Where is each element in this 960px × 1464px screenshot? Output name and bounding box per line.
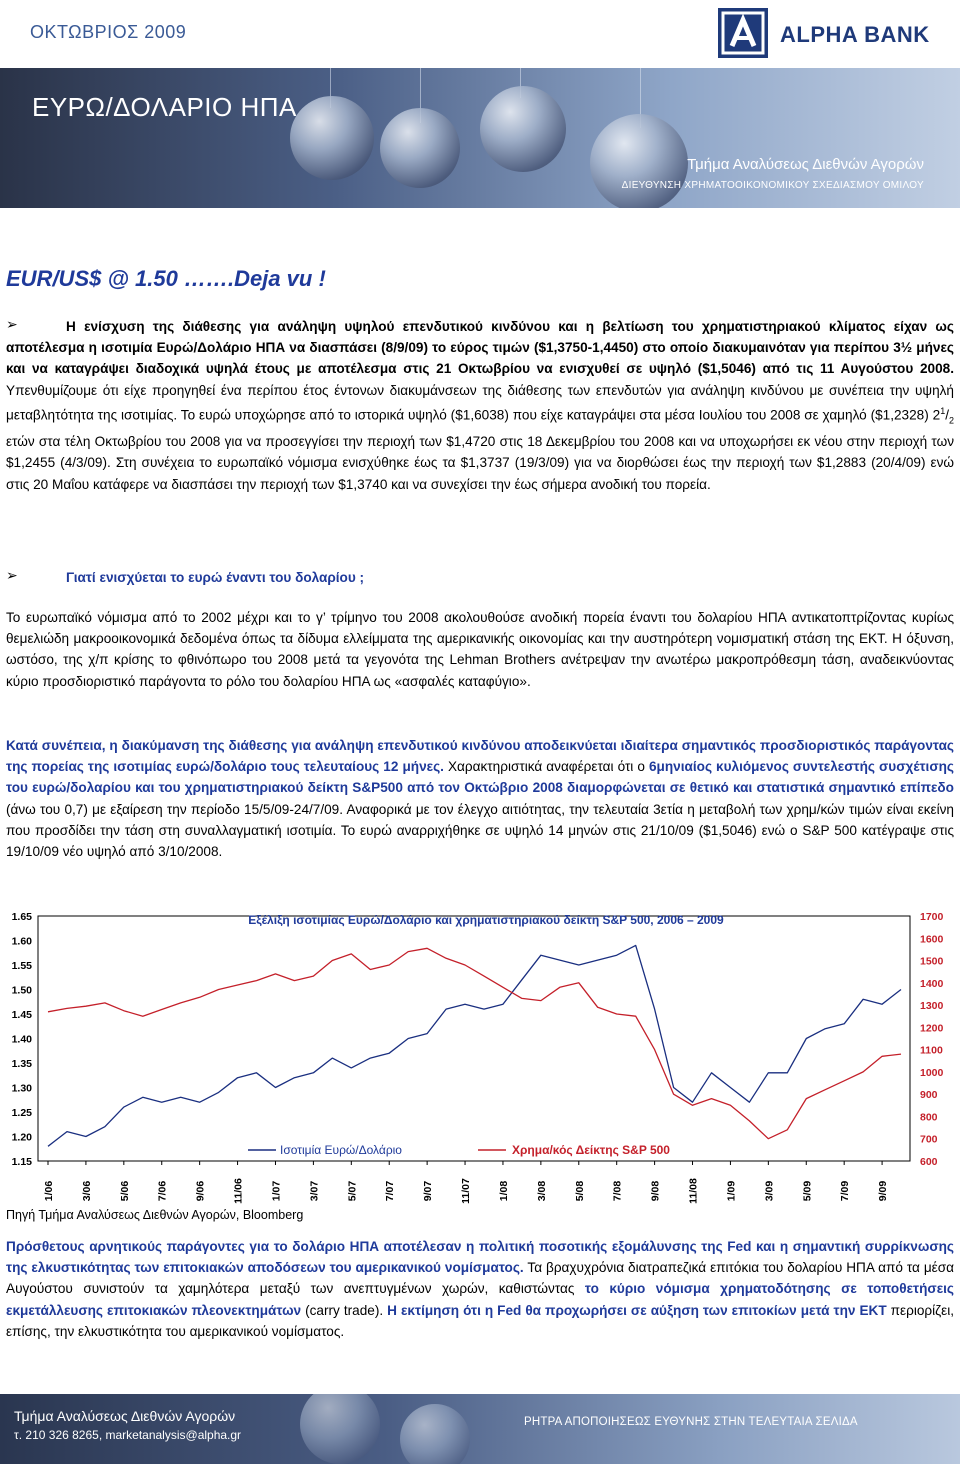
left-axis-tick-label: 1.50 [11,984,32,997]
left-axis-tick-label: 1.30 [11,1082,32,1095]
right-axis-tick-label: 700 [920,1133,938,1146]
fraction-numerator: 1 [940,405,946,416]
eurusd-sp500-chart [0,906,960,1206]
left-axis-tick-label: 1.55 [11,960,32,972]
paragraph-text: περιορίζει, επίσης, την ελκυστικότητα του αμερικανικού νομίσματος. [6,1302,955,1339]
x-axis-tick-label: 5/06 [118,1180,131,1202]
series-sp500-line [48,948,901,1138]
decorative-sphere [590,114,688,208]
chart-source: Πηγή Τμήμα Αναλύσεως Διεθνών Αγορών, Bloomberg [6,1208,304,1222]
x-axis-tick-label: 3/08 [535,1180,548,1202]
series-eurusd-line [48,945,901,1146]
x-axis-tick-label: 1/09 [725,1180,738,1202]
paragraph-dollar-negatives [6,1236,954,1342]
banner-directorate: ΔΙΕΥΘΥΝΣΗ ΧΡΗΜΑΤΟΟΙΚΟΝΟΜΙΚΟΥ ΣΧΕΔΙΑΣΜΟΥ ΟΜΙΛΟΥ [621,180,924,191]
right-axis-tick-label: 1100 [920,1044,943,1057]
title-banner [0,68,960,208]
left-axis-tick-label: 1.65 [11,911,32,923]
paragraph-bold: Πρόσθετους αρνητικούς παράγοντες για το δολάριο ΗΠΑ αποτέλεσαν η πολιτική ποσοτικής εξομάλυνσης της Fed και η σημαντική συρρίκνωσης της ελκυστικότητας των επιτοκιακών αποδόσεων του αμερικανικού νομίσματος. [6,1239,954,1276]
right-axis-tick-label: 1700 [920,911,944,923]
decorative-sphere [290,96,374,180]
paragraph-bold: το κύριο νόμισμα χρηματοδότησης σε τοποθετήσεις εκμετάλλευσης επιτοκιακών πλεονεκτημάτων [6,1281,954,1318]
paragraph-text: Τα βραχυχρόνια διατραπεζικά επιτόκια του δολαρίου ΗΠΑ από τα μέσα Αυγούστου συνιστούν τα χαμηλότερα μεταξύ των ανεπτυγμένων χωρών, καθιστώντας [6,1260,954,1297]
x-axis-tick-label: 7/08 [611,1180,624,1202]
chart-title: Εξέλιξη ισοτιμίας Ευρώ/Δολάριο και χρηματιστηριακού δείκτη S&P 500, 2006 – 2009 [248,913,724,927]
right-axis-tick-label: 900 [920,1089,938,1102]
x-axis-tick-label: 3/09 [763,1180,776,1202]
paragraph-risk-appetite [6,735,954,862]
decorative-sphere [300,1394,380,1464]
x-axis-tick-label: 3/07 [308,1180,321,1202]
bullet-arrow-icon: ➢ [6,316,18,332]
banner-department: Τμήμα Αναλύσεως Διεθνών Αγορών [687,156,924,173]
paragraph-eurusd-overview [6,316,954,495]
right-axis [920,911,944,1168]
x-axis-tick-label: 5/07 [346,1180,359,1202]
right-axis-tick-label: 1400 [920,977,944,990]
section-heading-why-euro: Γιατί ενισχύεται το ευρώ έναντι του δολαρίου ; [66,570,365,585]
right-axis-tick-label: 1300 [920,1000,944,1013]
footer-contact[interactable]: τ. 210 326 8265, marketanalysis@alpha.gr [14,1428,242,1442]
paragraph-text: ετών στα τέλη Οκτωβρίου του 2008 για να προσεγγίσει την περιοχή των $1,4720 στις 18 Δεκεμβρίου του 2008 και να υποχωρήσει εκ νέου στην περιοχή των $1,2455 (4/3/09). Στη συνέχεια το ευρωπαϊκό νόμισμα ενισχύθηκε έως τα $1,3737 (19/3/09) για να διορθώσει έως την περιοχή των $1,2883 (20/4/09) ενώ στις 20 Μαΐου κατάφερε να διασπάσει την περιοχή των $1,3740 και να συνεχίσει την έως σήμερα ανοδική του πορεία. [6,434,954,492]
paragraph-text: Υπενθυμίζουμε ότι είχε προηγηθεί ένα περίπου έτος έντονων διακυμάνσεων της διάθεσης των επενδυτών για ανάληψη κινδύνου με συνέπεια την υψηλή μεταβλητότητα της ισοτιμίας. Το ευρώ υποχώρησε από το ιστορικά υψηλό ($1,6038) που είχε καταγράψει στα μέσα Ιουλίου του 2008 σε χαμηλό ($1,2328) 2 [6,382,954,423]
paragraph-text: Χαρακτηριστικά αναφέρεται ότι ο [443,759,649,775]
x-axis-tick-label: 3/06 [80,1180,93,1202]
chart-plot-area [38,916,910,1161]
left-axis [12,911,33,1168]
right-axis-tick-label: 1500 [920,955,944,968]
left-axis-tick-label: 1.45 [11,1009,32,1021]
decorative-sphere [380,108,460,188]
report-date: ΟΚΤΩΒΡΙΟΣ 2009 [30,22,187,42]
x-axis-tick-label: 1/08 [497,1180,510,1202]
legend-label: Ισοτιμία Ευρώ/Δολάριο [280,1143,402,1157]
x-axis-tick-label: 5/08 [573,1180,586,1202]
left-axis-tick-label: 1.60 [11,935,32,948]
banner-title: ΕΥΡΩ/ΔΟΛΑΡΙΟ ΗΠΑ [32,92,297,122]
left-axis-tick-label: 1.25 [11,1107,32,1119]
x-axis-tick-label: 7/09 [839,1180,852,1202]
x-axis-tick-label: 11/08 [687,1178,700,1204]
left-axis-tick-label: 1.35 [11,1058,32,1070]
chart-legend [248,1143,670,1157]
paragraph-bold: Κατά συνέπεια, η διακύμανση της διάθεσης για ανάληψη επενδυτικού κινδύνου αποδεικνύεται ιδιαίτερα σημαντικός προσδιοριστικός παράγοντας της πορείας της ισοτιμίας ευρώ/δολάριο τους τελευταίους 12 μήνες. [6,738,954,775]
series-lines [48,945,901,1146]
right-axis-tick-label: 800 [920,1111,938,1124]
left-axis-tick-label: 1.40 [11,1033,32,1046]
right-axis-tick-label: 600 [920,1156,938,1168]
x-axis-tick-label: 9/06 [194,1180,207,1202]
paragraph-text: (carry trade). [301,1302,388,1318]
paragraph-bold: 6μηνιαίος κυλιόμενος συντελεστής συσχέτισης του ευρώ/δολαρίου και του χρηματιστηριακού δείκτη S&P500 από τον Οκτώβριο 2008 διαμορφώνεται σε θετικό και στατιστικά σημαντικό επίπεδο [6,759,954,796]
x-axis-tick-label: 11/06 [232,1178,245,1204]
legend-label: Χρημα/κός Δείκτης S&P 500 [512,1143,670,1157]
left-axis-tick-label: 1.20 [11,1131,32,1144]
alpha-bank-logo [718,8,954,60]
paragraph-bold: Η εκτίμηση ότι η Fed θα προχωρήσει σε αύξηση των επιτοκίων μετά την ΕΚΤ [387,1302,887,1318]
bank-name: ALPHA BANK [780,22,930,47]
decorative-sphere [480,86,566,172]
x-axis [43,1161,889,1204]
paragraph-bold: Η ενίσχυση της διάθεσης για ανάληψη υψηλού επενδυτικού κινδύνου και η βελτίωση του χρηματιστηριακού κλίματος είχαν ως αποτέλεσμα η ισοτιμία Ευρώ/Δολάριο ΗΠΑ να διασπάσει (8/9/09) το εύρος τιμών ($1,3750-1,4450) στο οποίο διακυμαινόταν για περίπου 3½ μήνες και να καταγράψει διαδοχικά υψηλά έτους με αποτέλεσμα στις 21 Οκτωβρίου να ενισχυθεί σε υψηλό ($1,5046) από τις 11 Αυγούστου 2008. [6,319,954,377]
paragraph-euro-trend: Το ευρωπαϊκό νόμισμα από το 2002 μέχρι και το γ’ τρίμηνο του 2008 ακολουθούσε ανοδική πορεία έναντι του δολαρίου ΗΠΑ αντικατοπτρίζοντας κυρίως θεμελιώδη μακροοικονομικά δεδομένα όπως τα δίδυμα ελλείμματα της αμερικανικής οικονομίας και την αυστηρότερη νομισματική στάση της ΕΚΤ. Η όξυνση, ωστόσο, της χ/π κρίσης το φθινόπωρο του 2008 μετά τα γεγονότα της Lehman Brothers ανέτρεψαν την ανωτέρω μακροπρόθεσμη τάση, αναδεικνύοντας κύριο προσδιοριστικό παράγοντα το ρόλο του δολαρίου ΗΠΑ ως «ασφαλές καταφύγιο». [6,610,954,689]
x-axis-tick-label: 1/06 [43,1180,55,1202]
bullet-arrow-icon: ➢ [6,567,18,583]
decorative-sphere [400,1404,470,1464]
x-axis-tick-label: 1/07 [270,1180,283,1202]
x-axis-tick-label: 7/06 [156,1180,169,1202]
alpha-bank-logo-icon [718,8,768,58]
left-axis-tick-label: 1.15 [11,1156,32,1168]
x-axis-tick-label: 9/07 [422,1180,435,1202]
paragraph-text: (άνω του 0,7) με εξαίρεση την περίοδο 15/5/09-24/7/09. Αναφορικά με τον έλεγχο αιτιότητας, την τελευταία 3ετία η μεταβολή των χρημ/κών τιμών είναι εκείνη που προσδίδει την τάση στη συναλλαγματική ισοτιμία. Το ευρώ αναρριχήθηκε σε υψηλό 14 μηνών στις 21/10/09 ($1,5046) ενώ ο S&P 500 κατέγραψε στις 19/10/09 νέο υψηλό από 3/10/2008. [6,801,954,860]
headline: EUR/US$ @ 1.50 …….Deja vu ! [6,266,326,291]
right-axis-tick-label: 1000 [920,1066,944,1079]
x-axis-tick-label: 9/09 [877,1180,890,1202]
x-axis-tick-label: 9/08 [649,1180,662,1202]
fraction-denominator: 2 [948,415,954,426]
x-axis-tick-label: 5/09 [801,1180,814,1202]
right-axis-tick-label: 1200 [920,1022,944,1035]
x-axis-tick-label: 11/07 [460,1178,473,1204]
x-axis-tick-label: 7/07 [384,1180,397,1202]
fraction-separator: / [945,407,949,423]
footer-department: Τμήμα Αναλύσεως Διεθνών Αγορών [14,1408,236,1424]
footer-disclaimer: ΡΗΤΡΑ ΑΠΟΠΟΙΗΣΕΩΣ ΕΥΘΥΝΗΣ ΣΤΗΝ ΤΕΛΕΥΤΑΙΑ ΣΕΛΙΔΑ [524,1416,858,1428]
right-axis-tick-label: 1600 [920,933,944,946]
footer-banner [0,1394,960,1464]
